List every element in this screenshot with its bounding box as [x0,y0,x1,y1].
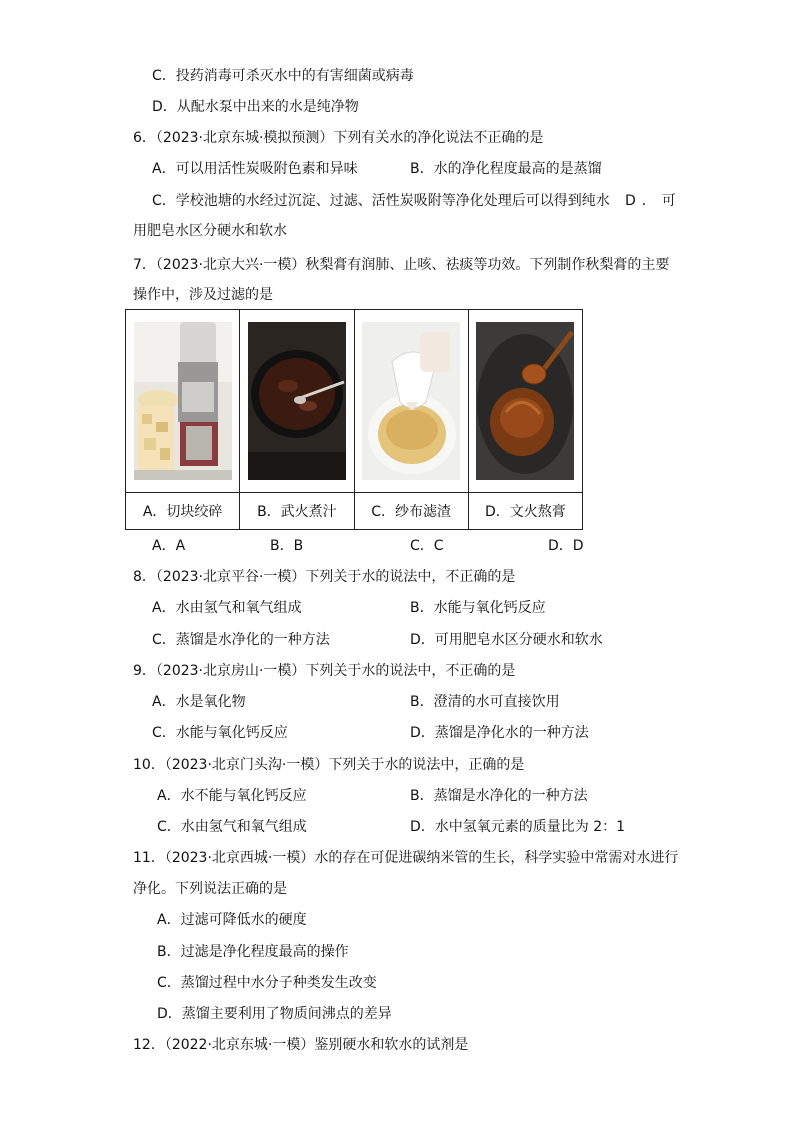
q7-caption-a: A．切块绞碎 [126,493,240,530]
option-c-prev: C．投药消毒可杀灭水中的有害细菌或病毒 [152,68,414,84]
q6-option-b: B．水的净化程度最高的是蒸馏 [410,161,602,177]
q7-caption-b: B．武火煮汁 [240,493,354,530]
q11-option-a: A．过滤可降低水的硬度 [157,912,307,928]
q7-image-table [125,309,583,530]
question-9: 9．（2023·北京房山·一模）下列关于水的说法中，不正确的是 [133,663,516,679]
question-6: 6．（2023·北京东城·模拟预测）下列有关水的净化说法不正确的是 [133,130,544,146]
question-12: 12．（2022·北京东城·一模）鉴别硬水和软水的试剂是 [133,1037,469,1053]
gauze-filter-photo [362,322,460,480]
boiling-pot-photo [248,322,346,480]
q7-image-cell-d [468,310,582,493]
question-10: 10．（2023·北京门头沟·一模）下列关于水的说法中，正确的是 [133,757,525,773]
q10-option-c: C．水由氢气和氧气组成 [157,819,307,835]
q8-option-a: A．水由氢气和氧气组成 [152,600,302,616]
q10-option-d: D．水中氢氧元素的质量比为 2：1 [410,819,626,835]
q6-option-d: D．可 [625,193,682,209]
q9-option-d: D．蒸馏是净化水的一种方法 [410,725,589,741]
question-8: 8．（2023·北京平谷·一模）下列关于水的说法中，不正确的是 [133,569,516,585]
juicer-photo [134,322,232,480]
q7-option-c: C．C [410,538,444,554]
q6-option-d-cont: 用肥皂水区分硬水和软水 [133,223,287,239]
q6-option-c: C．学校池塘的水经过沉淀、过滤、活性炭吸附等净化处理后可以得到纯水 [152,193,610,209]
q7-option-a: A．A [152,538,186,554]
q7-option-b: B．B [270,538,304,554]
q9-option-c: C．水能与氧化钙反应 [152,725,288,741]
question-7: 7．（2023·北京大兴·一模）秋梨膏有润肺、止咳、祛痰等功效。下列制作秋梨膏的主要 [133,257,670,273]
q7-image-cell-b [240,310,354,493]
q8-option-c: C．蒸馏是水净化的一种方法 [152,632,330,648]
question-7-cont: 操作中，涉及过滤的是 [133,287,273,303]
q7-caption-d: D．文火熬膏 [468,493,582,530]
q10-option-a: A．水不能与氧化钙反应 [157,788,307,804]
q9-option-a: A．水是氧化物 [152,694,246,710]
q7-image-cell-a [126,310,240,493]
question-11: 11．（2023·北京西城·一模）水的存在可促进碳纳米管的生长，科学实验中常需对水进行 [133,850,679,866]
q8-option-b: B．水能与氧化钙反应 [410,600,546,616]
q7-image-cell-c [354,310,468,493]
q11-option-c: C．蒸馏过程中水分子种类发生改变 [157,975,377,991]
option-d-prev: D．从配水泵中出来的水是纯净物 [152,99,359,115]
q11-option-b: B．过滤是净化程度最高的操作 [157,944,349,960]
q7-caption-c: C．纱布滤渣 [354,493,468,530]
question-11-cont: 净化。下列说法正确的是 [133,881,287,897]
q9-option-b: B．澄清的水可直接饮用 [410,694,560,710]
q7-option-d: D．D [548,538,584,554]
q10-option-b: B．蒸馏是水净化的一种方法 [410,788,588,804]
q6-option-a: A．可以用活性炭吸附色素和异味 [152,161,358,177]
simmering-paste-photo [476,322,574,480]
q11-option-d: D．蒸馏主要利用了物质间沸点的差异 [157,1006,392,1022]
q8-option-d: D．可用肥皂水区分硬水和软水 [410,632,603,648]
